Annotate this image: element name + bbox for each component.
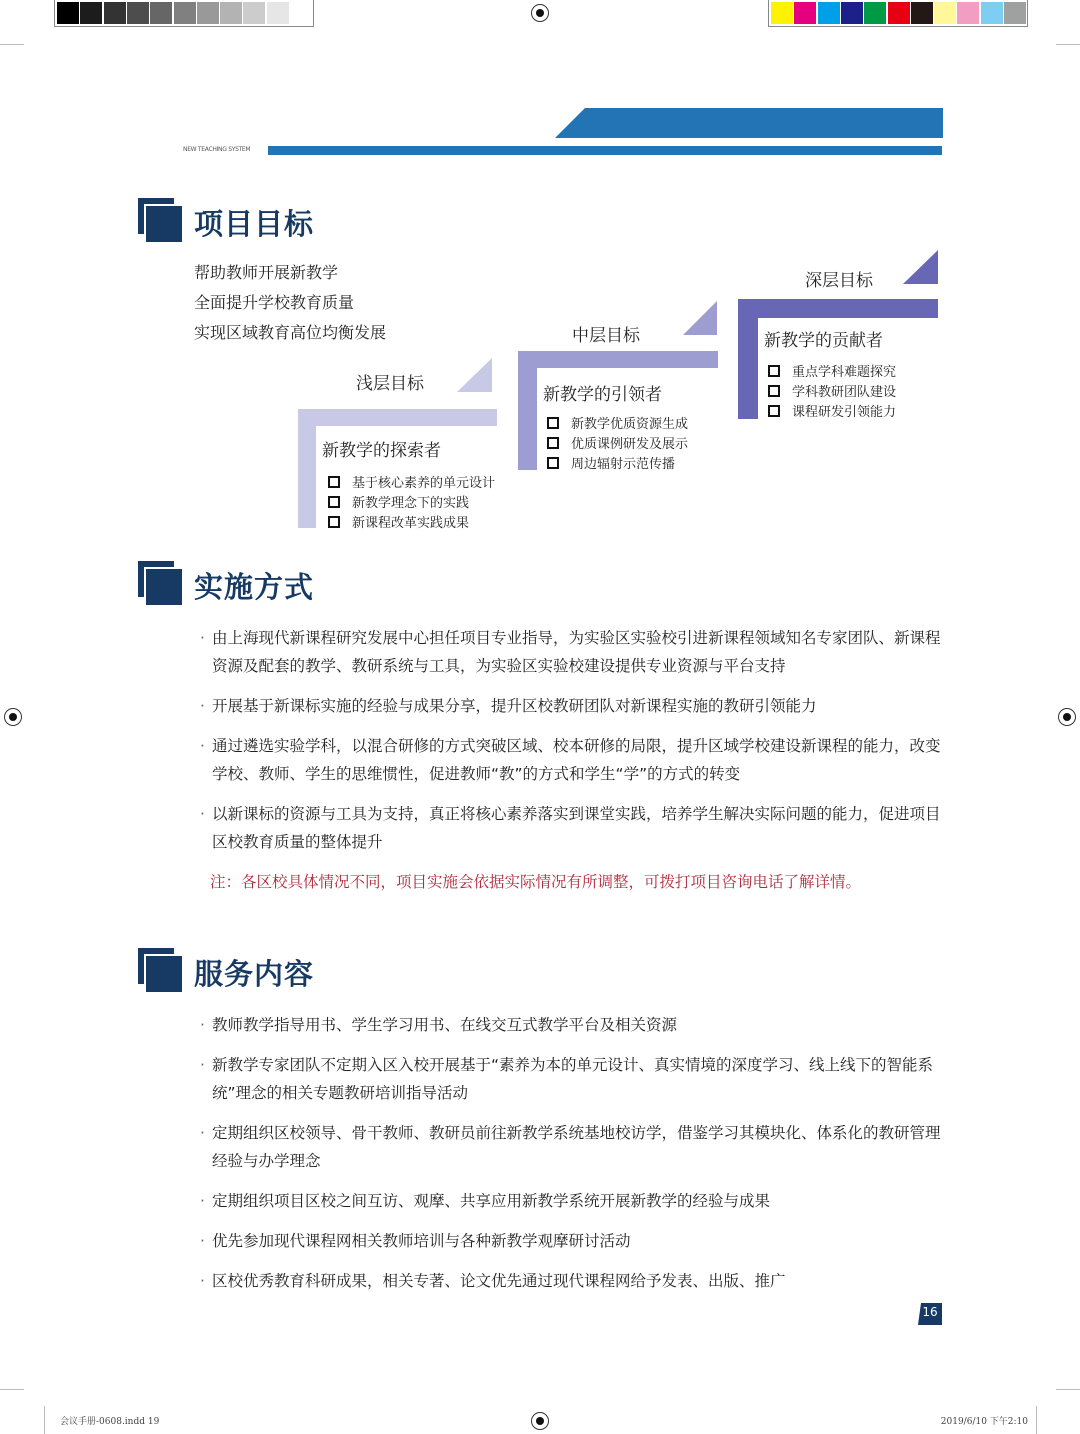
list-item: · 新教学专家团队不定期入区入校开展基于“素养为本的单元设计、真实情境的深度学习、线上线下的智能系统”理念的相关专题教研培训指导活动 (200, 1051, 945, 1107)
section-heading-icon (144, 204, 182, 242)
goal-line: 帮助教师开展新教学 (194, 263, 339, 282)
step-middle-label: 中层目标 (572, 326, 640, 346)
color-swatch (290, 2, 312, 24)
step-middle-items (547, 415, 688, 475)
goal-line: 实现区域教育高位均衡发展 (194, 323, 387, 342)
step-shallow-bar (298, 409, 316, 528)
registration-mark-icon (531, 4, 549, 22)
color-swatch (841, 2, 863, 24)
checkbox-icon (547, 417, 559, 429)
section-heading-icon (144, 567, 182, 605)
step-item: 新课程改革实践成果 (352, 516, 470, 531)
color-swatch (267, 2, 289, 24)
color-swatch (150, 2, 172, 24)
color-swatch (864, 2, 886, 24)
step-deep-bar (738, 299, 758, 419)
step-item: 重点学科难题探究 (792, 365, 897, 380)
list-item: · 通过遴选实验学科，以混合研修的方式突破区域、校本研修的局限，提升区域学校建设新课程的能力，改变学校、教师、学生的思维惯性，促进教师“教”的方式和学生“学”的方式的转变 (200, 732, 945, 788)
color-swatch (981, 2, 1003, 24)
step-shallow-bar (298, 409, 497, 426)
registration-mark-icon (531, 1412, 549, 1430)
step-item: 周边辐射示范传播 (571, 457, 676, 472)
footer-filename: 会议手册-0608.indd 19 (60, 1417, 160, 1427)
section-title-services: 服务内容 (194, 957, 315, 991)
step-item: 基于核心素养的单元设计 (352, 476, 496, 491)
color-swatch (818, 2, 840, 24)
crop-mark (0, 44, 24, 45)
step-triangle-icon (683, 301, 717, 335)
step-item: 新教学理念下的实践 (352, 496, 470, 511)
step-item: 优质课例研发及展示 (571, 437, 689, 452)
checkbox-icon (328, 476, 340, 488)
color-swatch (80, 2, 102, 24)
crop-mark (1056, 44, 1080, 45)
list-item: · 以新课标的资源与工具为支持，真正将核心素养落实到课堂实践，培养学生解决实际问题的能力，促进项目区校教育质量的整体提升 (200, 800, 945, 856)
implementation-note: 注：各区校具体情况不同，项目实施会依据实际情况有所调整，可拨打项目咨询电话了解详情。 (210, 873, 862, 891)
step-item: 学科教研团队建设 (792, 385, 897, 400)
color-swatch (174, 2, 196, 24)
section-title-implementation: 实施方式 (194, 570, 315, 604)
grayscale-color-bar (54, 0, 314, 27)
crop-mark (1036, 1406, 1037, 1434)
color-swatch (888, 2, 910, 24)
color-swatch (794, 2, 816, 24)
color-swatch (911, 2, 933, 24)
header-tagline: NEW TEACHING SYSTEM (183, 146, 251, 153)
crop-mark (0, 1389, 24, 1390)
color-swatch (104, 2, 126, 24)
checkbox-icon (768, 405, 780, 417)
step-triangle-icon (457, 358, 492, 392)
color-swatch (220, 2, 242, 24)
color-swatch (771, 2, 793, 24)
page-number: 16 (922, 1305, 938, 1319)
registration-mark-icon (4, 708, 22, 726)
color-swatch (243, 2, 265, 24)
step-deep-items (768, 363, 896, 423)
list-item: · 定期组织项目区校之间互访、观摩、共享应用新教学系统开展新教学的经验与成果 (200, 1187, 945, 1215)
list-item: · 区校优秀教育科研成果，相关专著、论文优先通过现代课程网给予发表、出版、推广 (200, 1267, 945, 1295)
crop-mark (44, 1406, 45, 1434)
step-shallow-items (328, 474, 495, 534)
step-deep-bar (738, 299, 938, 318)
list-item: · 教师教学指导用书、学生学习用书、在线交互式教学平台及相关资源 (200, 1011, 945, 1039)
step-item: 课程研发引领能力 (792, 405, 897, 420)
step-item: 新教学优质资源生成 (571, 417, 689, 432)
color-swatch (127, 2, 149, 24)
checkbox-icon (328, 516, 340, 528)
step-deep-label: 深层目标 (805, 271, 873, 291)
checkbox-icon (328, 496, 340, 508)
step-middle-bar (518, 351, 718, 368)
checkbox-icon (547, 457, 559, 469)
step-deep-title: 新教学的贡献者 (764, 331, 883, 351)
step-middle-bar (518, 351, 537, 470)
checkbox-icon (547, 437, 559, 449)
footer-timestamp: 2019/6/10 下午2:10 (940, 1417, 1028, 1427)
list-item: · 优先参加现代课程网相关教师培训与各种新教学观摩研讨活动 (200, 1227, 945, 1255)
cmyk-color-bar (768, 0, 1028, 27)
list-item: · 由上海现代新课程研究发展中心担任项目专业指导，为实验区实验校引进新课程领域知名专家团队、新课程资源及配套的教学、教研系统与工具，为实验区实验校建设提供专业资源与平台支持 (200, 624, 945, 680)
color-swatch (197, 2, 219, 24)
goals-list (194, 258, 386, 348)
services-list (200, 1011, 945, 1307)
section-heading-icon (144, 954, 182, 992)
goal-line: 全面提升学校教育质量 (194, 293, 355, 312)
checkbox-icon (768, 365, 780, 377)
checkbox-icon (768, 385, 780, 397)
color-swatch (957, 2, 979, 24)
color-swatch (57, 2, 79, 24)
registration-mark-icon (1058, 708, 1076, 726)
step-middle-title: 新教学的引领者 (543, 385, 662, 405)
step-shallow-label: 浅层目标 (356, 374, 424, 394)
color-swatch (1004, 2, 1026, 24)
section-title-goals: 项目目标 (194, 207, 315, 241)
list-item: · 开展基于新课标实施的经验与成果分享，提升区校教研团队对新课程实施的教研引领能力 (200, 692, 945, 720)
list-item: · 定期组织区校领导、骨干教师、教研员前往新教学系统基地校访学，借鉴学习其模块化、体系化的教研管理经验与办学理念 (200, 1119, 945, 1175)
step-triangle-icon (903, 250, 938, 284)
color-swatch (934, 2, 956, 24)
implementation-list (200, 624, 945, 896)
header-rule (268, 146, 942, 155)
crop-mark (1056, 1389, 1080, 1390)
header-banner-shape (555, 108, 943, 140)
step-shallow-title: 新教学的探索者 (322, 441, 441, 461)
